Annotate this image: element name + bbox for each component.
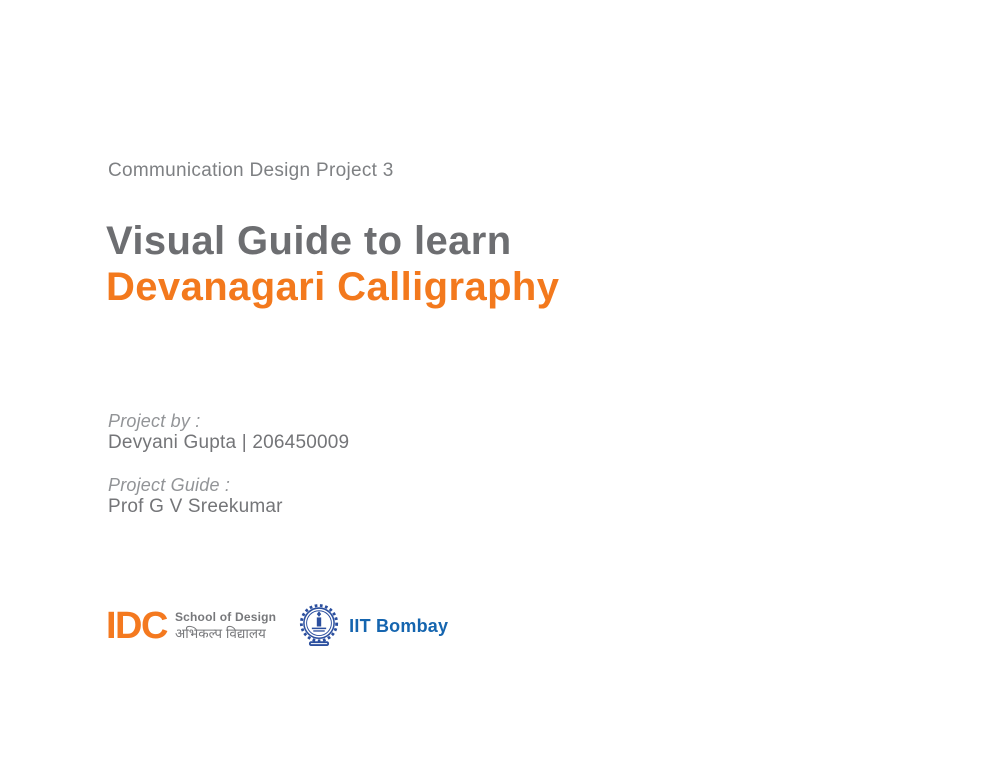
project-by-label: Project by : — [108, 411, 201, 431]
project-subtitle: Communication Design Project 3 — [108, 160, 394, 181]
page-title — [106, 218, 559, 310]
project-by-value: Devyani Gupta | 206450009 — [108, 432, 350, 453]
iit-bombay-logo-text: IIT Bombay — [349, 615, 449, 636]
page-title-line1: Visual Guide to learn — [106, 219, 512, 263]
project-guide-label: Project Guide : — [108, 475, 231, 495]
idc-logo-text — [175, 610, 276, 642]
page-title-line2: Devanagari Calligraphy — [106, 265, 560, 309]
idc-logo-acronym: IDC — [106, 605, 167, 647]
project-guide-value: Prof G V Sreekumar — [108, 496, 283, 517]
iit-bombay-logo — [298, 603, 448, 649]
logo-row — [106, 600, 448, 652]
idc-school-of-design-logo — [106, 607, 276, 645]
idc-school-name-devanagari: अभिकल्प विद्यालय — [174, 626, 266, 641]
iit-bombay-emblem-icon — [298, 603, 340, 649]
idc-school-name-english: School of Design — [174, 610, 277, 624]
